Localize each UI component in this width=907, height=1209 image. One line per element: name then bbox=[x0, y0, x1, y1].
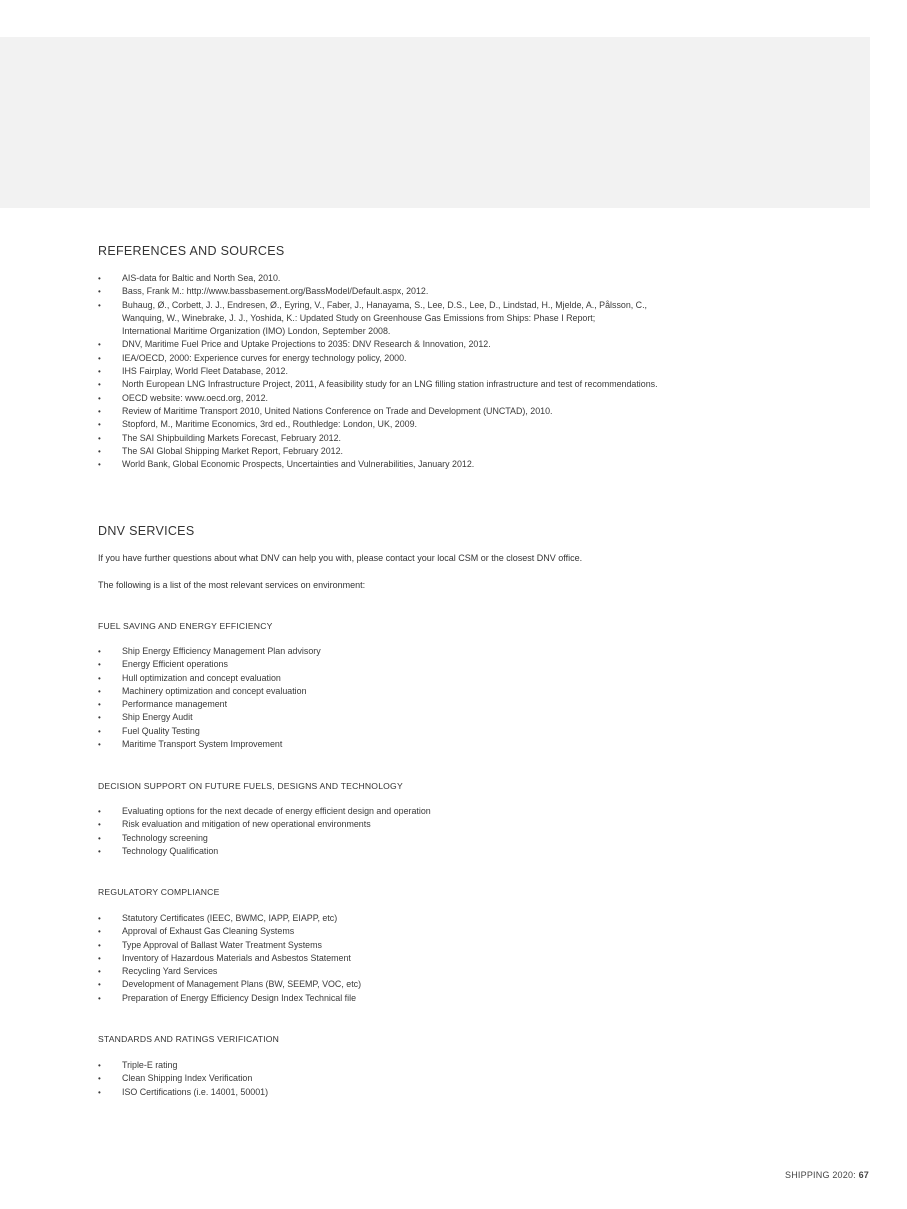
service-item-label: Risk evaluation and mitigation of new operational environments bbox=[122, 819, 371, 830]
bullet-icon: • bbox=[98, 660, 101, 670]
reference-item bbox=[98, 299, 658, 339]
service-item bbox=[98, 658, 321, 671]
section-heading-decision-support: DECISION SUPPORT ON FUTURE FUELS, DESIGNS AND TECHNOLOGY bbox=[98, 781, 403, 791]
service-item bbox=[98, 685, 321, 698]
service-item bbox=[98, 818, 431, 831]
service-item-label: Technology Qualification bbox=[122, 845, 219, 856]
bullet-icon: • bbox=[98, 647, 101, 656]
reference-line: Wanquing, W., Winebrake, J. J., Yoshida, K.: Updated Study on Greenhouse Gas Emissions from Ships: Phase I Report; bbox=[122, 312, 596, 323]
bullet-icon: • bbox=[98, 673, 101, 683]
bullet-icon: • bbox=[98, 820, 101, 830]
bullet-icon: • bbox=[98, 420, 101, 430]
decision-support-list bbox=[98, 805, 431, 858]
bullet-icon: • bbox=[98, 274, 101, 283]
service-item-label: Evaluating options for the next decade of energy efficient design and operation bbox=[122, 806, 431, 816]
bullet-icon: • bbox=[98, 914, 101, 923]
service-item bbox=[98, 939, 361, 952]
bullet-icon: • bbox=[98, 406, 101, 416]
service-item-label: Machinery optimization and concept evaluation bbox=[122, 685, 307, 696]
reference-item bbox=[98, 432, 658, 445]
service-item-label: Approval of Exhaust Gas Cleaning Systems bbox=[122, 926, 295, 937]
reference-item bbox=[98, 405, 658, 418]
reference-line: AIS-data for Baltic and North Sea, 2010. bbox=[122, 273, 281, 283]
service-item-label: Ship Energy Audit bbox=[122, 712, 193, 723]
reference-line: International Maritime Organization (IMO) London, September 2008. bbox=[122, 326, 391, 337]
bullet-icon: • bbox=[98, 1074, 101, 1084]
bullet-icon: • bbox=[98, 927, 101, 937]
bullet-icon: • bbox=[98, 353, 101, 363]
section-heading-standards: STANDARDS AND RATINGS VERIFICATION bbox=[98, 1034, 280, 1044]
bullet-icon: • bbox=[98, 1087, 101, 1097]
reference-line: Bass, Frank M.: http://www.bassbasement.org/BassModel/Default.aspx, 2012. bbox=[122, 286, 429, 297]
bullet-icon: • bbox=[98, 846, 101, 856]
reference-item bbox=[98, 445, 658, 458]
bullet-icon: • bbox=[98, 446, 101, 456]
service-item-label: Inventory of Hazardous Materials and Asbestos Statement bbox=[122, 952, 351, 963]
reference-line: IHS Fairplay, World Fleet Database, 2012. bbox=[122, 366, 288, 377]
references-list bbox=[98, 272, 658, 471]
bullet-icon: • bbox=[98, 980, 101, 990]
service-item-label: Development of Management Plans (BW, SEEMP, VOC, etc) bbox=[122, 979, 362, 990]
service-item bbox=[98, 698, 321, 711]
services-intro: If you have further questions about what DNV can help you with, please contact your local CSM or the closest DNV office. bbox=[98, 553, 583, 563]
service-item bbox=[98, 992, 361, 1005]
reference-item bbox=[98, 365, 658, 378]
service-item-label: Ship Energy Efficiency Management Plan advisory bbox=[122, 646, 321, 656]
bullet-icon: • bbox=[98, 287, 101, 297]
service-item-label: Recycling Yard Services bbox=[122, 966, 218, 977]
service-item-label: Preparation of Energy Efficiency Design Index Technical file bbox=[122, 992, 357, 1003]
section-heading-regulatory: REGULATORY COMPLIANCE bbox=[98, 887, 220, 897]
regulatory-list bbox=[98, 912, 361, 1005]
bullet-icon: • bbox=[98, 340, 101, 350]
bullet-icon: • bbox=[98, 807, 101, 816]
service-item bbox=[98, 845, 431, 858]
service-item bbox=[98, 1059, 268, 1072]
footer-label: SHIPPING 2020: bbox=[785, 1170, 859, 1180]
references-heading: REFERENCES AND SOURCES bbox=[98, 244, 285, 258]
reference-item bbox=[98, 392, 658, 405]
reference-line: OECD website: www.oecd.org, 2012. bbox=[122, 392, 269, 403]
services-list-intro: The following is a list of the most relevant services on environment: bbox=[98, 580, 366, 590]
header-band bbox=[0, 37, 870, 208]
bullet-icon: • bbox=[98, 993, 101, 1003]
service-item bbox=[98, 805, 431, 818]
reference-line: North European LNG Infrastructure Project, 2011, A feasibility study for an LNG filling station infrastructure and test of recommendations. bbox=[122, 379, 658, 390]
page-footer bbox=[785, 1170, 869, 1180]
section-heading-fuel-saving: FUEL SAVING AND ENERGY EFFICIENCY bbox=[98, 621, 273, 631]
reference-item bbox=[98, 352, 658, 365]
standards-list bbox=[98, 1059, 268, 1099]
reference-line: The SAI Global Shipping Market Report, February 2012. bbox=[122, 445, 344, 456]
service-item-label: Clean Shipping Index Verification bbox=[122, 1073, 253, 1084]
service-item-label: Hull optimization and concept evaluation bbox=[122, 672, 281, 683]
service-item bbox=[98, 832, 431, 845]
reference-line: Review of Maritime Transport 2010, United Nations Conference on Trade and Development (UNCTAD), 2010. bbox=[122, 405, 553, 416]
service-item-label: Technology screening bbox=[122, 832, 208, 843]
reference-item bbox=[98, 378, 658, 391]
service-item-label: Energy Efficient operations bbox=[122, 659, 228, 670]
service-item bbox=[98, 725, 321, 738]
page-number: 67 bbox=[858, 1170, 869, 1180]
bullet-icon: • bbox=[98, 433, 101, 443]
service-item bbox=[98, 1086, 268, 1099]
reference-line: IEA/OECD, 2000: Experience curves for energy technology policy, 2000. bbox=[122, 352, 407, 363]
service-item-label: Fuel Quality Testing bbox=[122, 725, 200, 736]
service-item bbox=[98, 711, 321, 724]
reference-item bbox=[98, 285, 658, 298]
service-item-label: Triple-E rating bbox=[122, 1060, 178, 1070]
service-item bbox=[98, 672, 321, 685]
reference-item bbox=[98, 338, 658, 351]
reference-item bbox=[98, 272, 658, 285]
bullet-icon: • bbox=[98, 940, 101, 950]
bullet-icon: • bbox=[98, 367, 101, 377]
service-item bbox=[98, 645, 321, 658]
fuel-saving-list bbox=[98, 645, 321, 751]
reference-item bbox=[98, 458, 658, 471]
service-item-label: Statutory Certificates (IEEC, BWMC, IAPP, EIAPP, etc) bbox=[122, 913, 338, 923]
bullet-icon: • bbox=[98, 380, 101, 390]
bullet-icon: • bbox=[98, 740, 101, 750]
service-item bbox=[98, 738, 321, 751]
service-item bbox=[98, 925, 361, 938]
bullet-icon: • bbox=[98, 713, 101, 723]
service-item-label: ISO Certifications (i.e. 14001, 50001) bbox=[122, 1086, 269, 1097]
bullet-icon: • bbox=[98, 460, 101, 470]
bullet-icon: • bbox=[98, 726, 101, 736]
bullet-icon: • bbox=[98, 1061, 101, 1070]
bullet-icon: • bbox=[98, 953, 101, 963]
reference-line: DNV, Maritime Fuel Price and Uptake Projections to 2035: DNV Research & Innovation, 2012. bbox=[122, 339, 491, 350]
services-heading: DNV SERVICES bbox=[98, 524, 195, 538]
service-item bbox=[98, 978, 361, 991]
service-item bbox=[98, 952, 361, 965]
bullet-icon: • bbox=[98, 967, 101, 977]
reference-line: World Bank, Global Economic Prospects, Uncertainties and Vulnerabilities, January 2012. bbox=[122, 459, 475, 470]
bullet-icon: • bbox=[98, 686, 101, 696]
reference-line: Buhaug, Ø., Corbett, J. J., Endresen, Ø., Eyring, V., Faber, J., Hanayama, S., Lee, D.S., Lee, D., Lindstad, H., Mjelde, A., Pålsson, C., bbox=[122, 299, 648, 310]
service-item bbox=[98, 965, 361, 978]
service-item-label: Type Approval of Ballast Water Treatment Systems bbox=[122, 939, 322, 950]
bullet-icon: • bbox=[98, 833, 101, 843]
reference-line: The SAI Shipbuilding Markets Forecast, February 2012. bbox=[122, 432, 342, 443]
bullet-icon: • bbox=[98, 393, 101, 403]
bullet-icon: • bbox=[98, 700, 101, 710]
service-item bbox=[98, 912, 361, 925]
reference-line: Stopford, M., Maritime Economics, 3rd ed., Routhledge: London, UK, 2009. bbox=[122, 419, 418, 430]
bullet-icon: • bbox=[98, 300, 101, 310]
reference-item bbox=[98, 418, 658, 431]
service-item-label: Maritime Transport System Improvement bbox=[122, 739, 283, 750]
service-item bbox=[98, 1072, 268, 1085]
service-item-label: Performance management bbox=[122, 699, 228, 710]
